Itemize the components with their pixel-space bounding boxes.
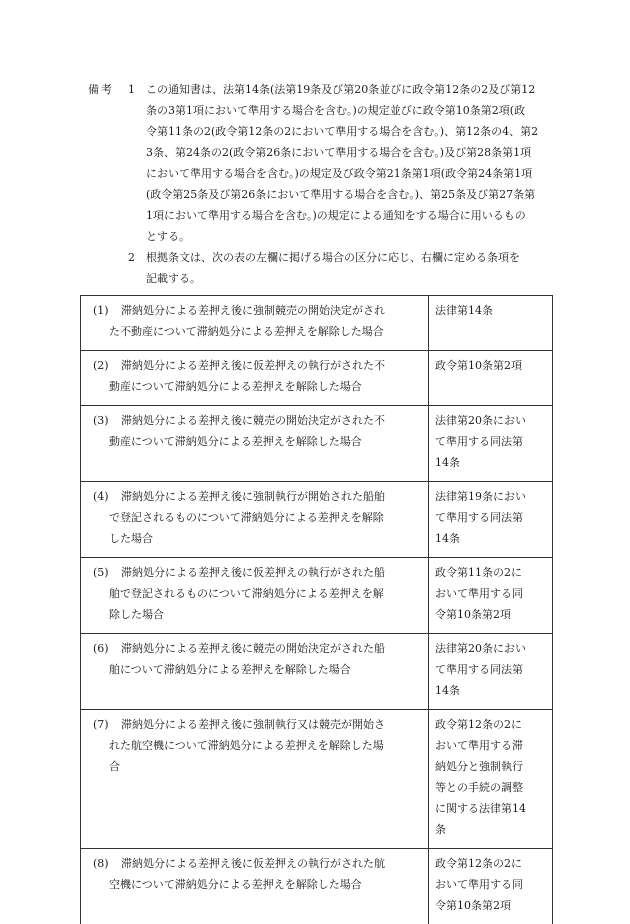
case-description-cell xyxy=(81,849,429,924)
legal-basis-line: 法律第14条 xyxy=(435,300,546,321)
legal-basis-line: て準用する同法第 xyxy=(435,431,546,452)
table-row xyxy=(81,849,553,924)
case-first-line xyxy=(87,300,422,321)
case-number: (2) xyxy=(93,355,121,376)
table-row xyxy=(81,634,553,710)
table-row xyxy=(81,351,553,406)
legal-basis-line: に関する法律第14 xyxy=(435,798,546,819)
case-first-line xyxy=(87,853,422,874)
case-number: (8) xyxy=(93,853,121,874)
case-line: 滞納処分による差押え後に強制執行又は競売が開始さ xyxy=(121,718,385,731)
remark-line: 3条、第24条の2(政令第26条において準用する場合を含む。)及び第28条第1項 xyxy=(146,142,558,163)
case-first-line xyxy=(87,410,422,431)
legal-basis-cell xyxy=(429,406,553,482)
table-row xyxy=(81,296,553,351)
table-row xyxy=(81,482,553,558)
case-line: 滞納処分による差押え後に競売の開始決定がされた船 xyxy=(121,642,385,655)
case-line: 舶で登記されるものについて滞納処分による差押えを解 xyxy=(87,583,422,604)
legal-basis-line: 政令第11条の2に xyxy=(435,562,546,583)
remarks-section xyxy=(88,79,558,289)
remark-line: 根拠条文は、次の表の左欄に掲げる場合の区分に応じ、右欄に定める条項を xyxy=(146,247,558,268)
legal-basis-cell xyxy=(429,558,553,634)
case-line: 空機について滞納処分による差押えを解除した場合 xyxy=(87,874,422,895)
legal-basis-line: 法律第19条におい xyxy=(435,486,546,507)
remark-line: とする。 xyxy=(146,226,558,247)
case-first-line xyxy=(87,562,422,583)
table-row xyxy=(81,406,553,482)
case-first-line xyxy=(87,714,422,735)
remark-text xyxy=(146,79,558,100)
legal-basis-cell xyxy=(429,634,553,710)
case-description-cell xyxy=(81,296,429,351)
case-number: (1) xyxy=(93,300,121,321)
remark-line: 1項において準用する場合を含む。)の規定による通知をする場合に用いるもの xyxy=(146,205,558,226)
remark-line: 記載する。 xyxy=(146,268,558,289)
case-line: 舶について滞納処分による差押えを解除した場合 xyxy=(87,659,422,680)
case-line: 滞納処分による差押え後に強制競売の開始決定がされ xyxy=(121,304,385,317)
legal-basis-line: おいて準用する同 xyxy=(435,583,546,604)
legal-basis-line: 法律第20条におい xyxy=(435,638,546,659)
case-number: (3) xyxy=(93,410,121,431)
legal-basis-line: おいて準用する滞 xyxy=(435,735,546,756)
table-row xyxy=(81,558,553,634)
legal-basis-line: 14条 xyxy=(435,680,546,701)
legal-basis-cell xyxy=(429,482,553,558)
case-line: 滞納処分による差押え後に仮差押えの執行がされた不 xyxy=(121,359,385,372)
remark-line: (政令第25条及び第26条において準用する場合を含む。)、第25条及び第27条第 xyxy=(146,184,558,205)
case-description-cell xyxy=(81,710,429,849)
remarks-label: 備考 xyxy=(88,79,128,100)
case-description-cell xyxy=(81,351,429,406)
remark-line: 条の3第1項において準用する場合を含む。)の規定並びに政令第10条第2項(政 xyxy=(146,100,558,121)
legal-basis-line: おいて準用する同 xyxy=(435,874,546,895)
case-line: 滞納処分による差押え後に競売の開始決定がされた不 xyxy=(121,414,385,427)
case-description-cell xyxy=(81,406,429,482)
case-number: (6) xyxy=(93,638,121,659)
case-line: 動産について滞納処分による差押えを解除した場合 xyxy=(87,431,422,452)
case-number: (5) xyxy=(93,562,121,583)
case-description-cell xyxy=(81,482,429,558)
legal-basis-line: 政令第12条の2に xyxy=(435,714,546,735)
case-description-cell xyxy=(81,634,429,710)
legal-basis-line: て準用する同法第 xyxy=(435,659,546,680)
legal-basis-line: 14条 xyxy=(435,528,546,549)
case-line: 滞納処分による差押え後に強制執行が開始された船舶 xyxy=(121,490,385,503)
case-line: れた航空機について滞納処分による差押えを解除した場 xyxy=(87,735,422,756)
remark-number: 2 xyxy=(128,247,146,268)
table-row xyxy=(81,710,553,849)
provisions-table xyxy=(80,295,553,924)
remark-item-2 xyxy=(88,247,558,268)
legal-basis-line: 令第10条第2項 xyxy=(435,604,546,625)
case-line: した場合 xyxy=(87,528,422,549)
legal-basis-line: 納処分と強制執行 xyxy=(435,756,546,777)
case-line: 除した場合 xyxy=(87,604,422,625)
legal-basis-line: 令第10条第2項 xyxy=(435,895,546,916)
case-number: (4) xyxy=(93,486,121,507)
legal-basis-line: 等との手続の調整 xyxy=(435,777,546,798)
legal-basis-cell xyxy=(429,296,553,351)
legal-basis-cell xyxy=(429,351,553,406)
legal-basis-line: 14条 xyxy=(435,452,546,473)
remark-continuation xyxy=(88,100,558,247)
remark-text xyxy=(146,247,558,268)
legal-basis-line: て準用する同法第 xyxy=(435,507,546,528)
remark-item-1 xyxy=(88,79,558,100)
case-number: (7) xyxy=(93,714,121,735)
case-first-line xyxy=(87,486,422,507)
legal-basis-cell xyxy=(429,849,553,924)
legal-basis-line: 条 xyxy=(435,819,546,840)
case-line: た不動産について滞納処分による差押えを解除した場合 xyxy=(87,321,422,342)
case-line: 滞納処分による差押え後に仮差押えの執行がされた船 xyxy=(121,566,385,579)
remark-continuation xyxy=(88,268,558,289)
case-first-line xyxy=(87,355,422,376)
case-first-line xyxy=(87,638,422,659)
remark-line: 令第11条の2(政令第12条の2において準用する場合を含む。)、第12条の4、第2 xyxy=(146,121,558,142)
legal-basis-line: 政令第10条第2項 xyxy=(435,355,546,376)
case-line: 滞納処分による差押え後に仮差押えの執行がされた航 xyxy=(121,857,385,870)
case-line: 動産について滞納処分による差押えを解除した場合 xyxy=(87,376,422,397)
case-description-cell xyxy=(81,558,429,634)
legal-basis-line: 法律第20条におい xyxy=(435,410,546,431)
case-line: 合 xyxy=(87,756,422,777)
legal-basis-line: 政令第12条の2に xyxy=(435,853,546,874)
legal-basis-cell xyxy=(429,710,553,849)
provisions-table-body xyxy=(81,296,553,924)
remark-line: この通知書は、法第14条(法第19条及び第20条並びに政令第12条の2及び第12 xyxy=(146,79,558,100)
remark-line: において準用する場合を含む。)の規定及び政令第21条第1項(政令第24条第1項 xyxy=(146,163,558,184)
remark-number: 1 xyxy=(128,79,146,100)
case-line: で登記されるものについて滞納処分による差押えを解除 xyxy=(87,507,422,528)
